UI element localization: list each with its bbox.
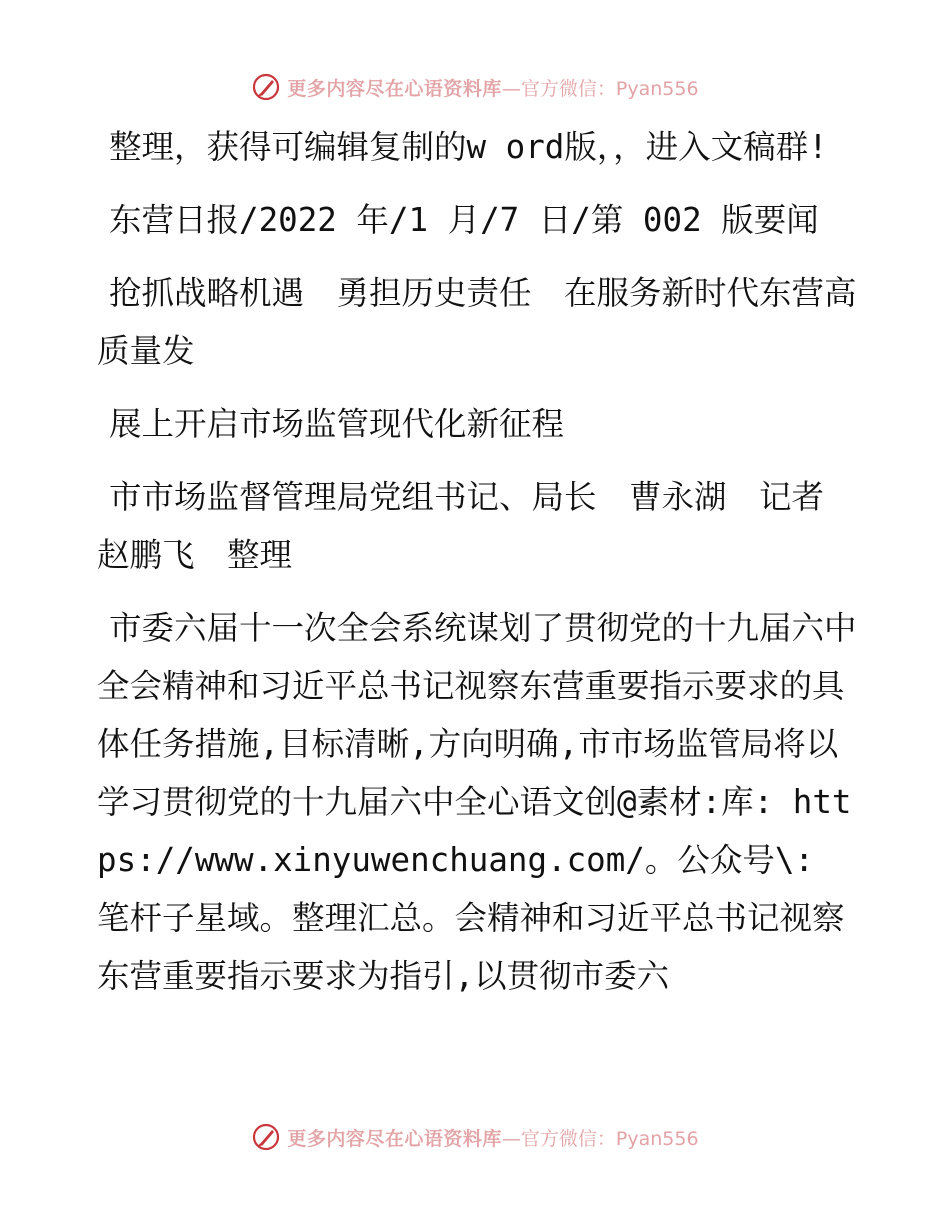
paragraph-title-line-1: 抢抓战略机遇 勇担历史责任 在服务新时代东营高质量发 [97,274,857,370]
header-watermark-banner [0,72,950,102]
quill-circle-logo-icon [251,72,281,102]
paragraph-body: 市委六届十一次全会系统谋划了贯彻党的十九届六中全会精神和习近平总书记视察东营重要指示要求的具体任务措施,目标清晰,方向明确,市市场监管局将以学习贯彻党的十九届六中全心语文创@素材:库: https://www.xinyuwenchuang.com/。公众号\: 笔杆子星域。整理汇总。会精神和习近平总书记视察东营重要指示要求为指引,以贯彻市委六 [97,609,857,995]
paragraph-title-line-2: 展上开启市场监管现代化新征程 [109,405,565,443]
paragraph-source-line: 东营日报/2022 年/1 月/7 日/第 002 版要闻 [109,201,819,239]
footer-watermark-banner [0,1122,950,1152]
quill-circle-logo-icon [251,1122,281,1152]
paragraph-intro: 整理，获得可编辑复制的w ord版，，进入文稿群! [109,128,828,166]
paragraph-author-line: 市市场监督管理局党组书记、局长 曹永湖 记者 赵鹏飞 整理 [97,478,857,574]
banner-brand-text: 更多内容尽在心语资料库 [287,77,502,100]
banner-contact-text: —官方微信：Pyan556 [501,77,699,100]
document-body [97,118,857,1020]
banner-contact-text: —官方微信：Pyan556 [501,1127,699,1150]
banner-brand-text: 更多内容尽在心语资料库 [287,1127,502,1150]
